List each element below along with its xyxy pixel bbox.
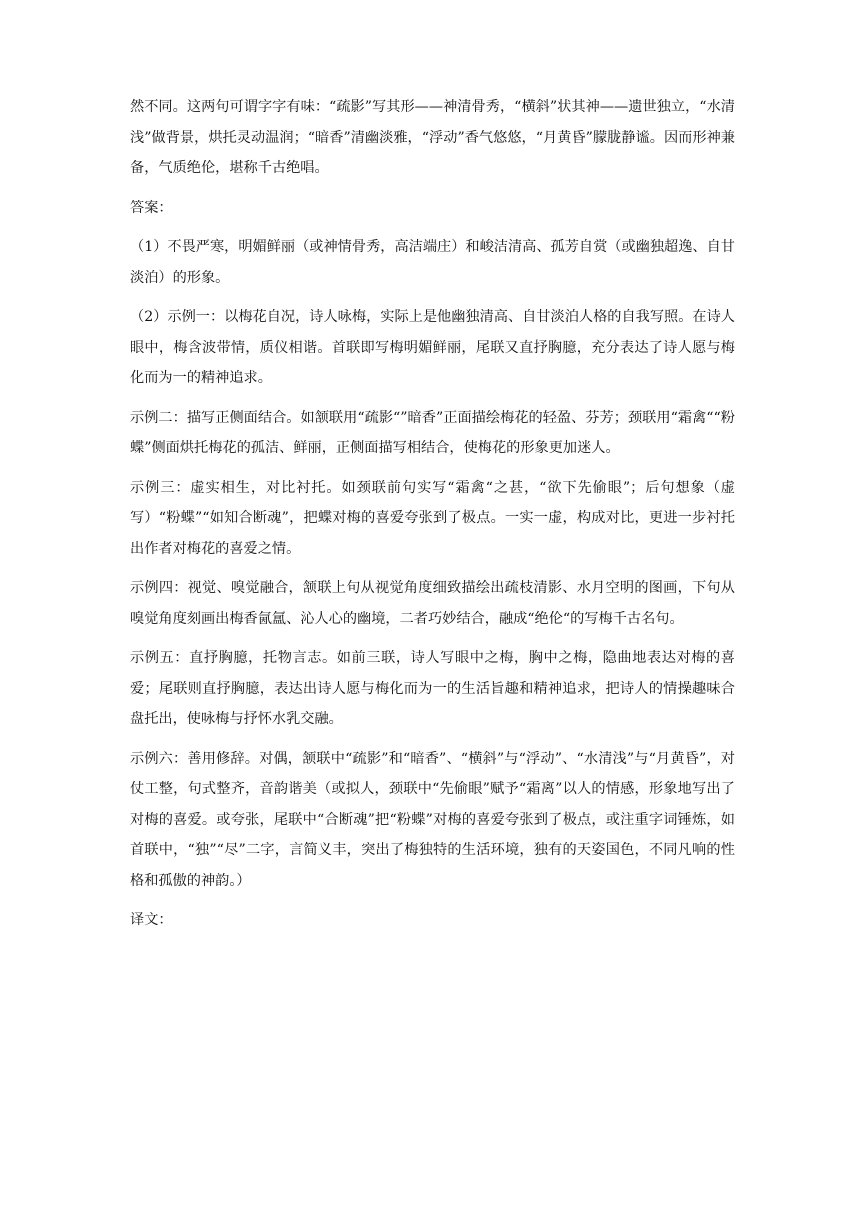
example-5-paragraph: 示例五：直抒胸臆，托物言志。如前三联，诗人写眼中之梅，胸中之梅，隐曲地表达对梅的喜爱；尾联则直抒胸臆，表达出诗人愿与梅化而为一的生活旨趣和精神追求，把诗人的情操趣味合盘托出，使咏梅与抒怀水乳交融。 — [130, 650, 735, 727]
example-6-paragraph: 示例六：善用修辞。对偶，颔联中“疏影”和“暗香”、“横斜”与“浮动”、“水清浅”与“月黄昏”，对仗工整，句式整齐，音韵谐美（或拟人，颈联中“先偷眼”赋予“霜离”以人的情感，形象地写出了对梅的喜爱。或夸张，尾联中“合断魂”把“粉蝶”对梅的喜爱夸张到了极点，或注重字词锤炼，如首联中，“独”“尽”二字，言简义丰，突出了梅独特的生活环境，独有的天姿国色，不同凡响的性格和孤傲的神韵。） — [130, 750, 735, 889]
document-body — [130, 92, 735, 936]
translation-heading: 译文： — [130, 912, 173, 928]
answer-heading: 答案： — [130, 199, 173, 216]
analysis-paragraph: 然不同。这两句可谓字字有味：“疏影”写其形——神清骨秀，“横斜”状其神——遗世独立，“水清浅”做背景，烘托灵动温润；“暗香”清幽淡雅，“浮动”香气悠悠，“月黄昏”朦胧静谧。因而形神兼备，气质绝伦，堪称千古绝唱。 — [130, 99, 735, 176]
example-3-paragraph: 示例三：虚实相生，对比衬托。如颈联前句实写“霜禽“之甚，“欲下先偷眼”；后句想象（虚写）“粉蝶”“如知合断魂”，把蝶对梅的喜爱夸张到了极点。一实一虚，构成对比，更进一步衬托出作者对梅花的喜爱之情。 — [130, 479, 735, 557]
answer-part-1: （1）不畏严寒，明媚鲜丽（或神情骨秀，高洁端庄）和峻洁清高、孤芳自赏（或幽独超逸、自甘淡泊）的形象。 — [130, 239, 735, 286]
answer-part-2-example-1: （2）示例一：以梅花自况，诗人咏梅，实际上是他幽独清高、自甘淡泊人格的自我写照。在诗人眼中，梅含波带情，质仪相谐。首联即写梅明媚鲜丽，尾联又直抒胸臆，充分表达了诗人愿与梅化而为一的精神追求。 — [130, 309, 735, 386]
example-4-paragraph: 示例四：视觉、嗅觉融合，颔联上句从视觉角度细致描绘出疏枝清影、水月空明的图画，下句从嗅觉角度刻画出梅香氤氲、沁人心的幽境，二者巧妙结合，融成“绝伦“的写梅千古名句。 — [130, 580, 735, 627]
example-2-paragraph: 示例二：描写正侧面结合。如颔联用“疏影“”暗香”正面描绘梅花的轻盈、芬芳；颈联用“霜禽““粉蝶”侧面烘托梅花的孤洁、鲜丽，正侧面描写相结合，使梅花的形象更加迷人。 — [130, 409, 735, 456]
